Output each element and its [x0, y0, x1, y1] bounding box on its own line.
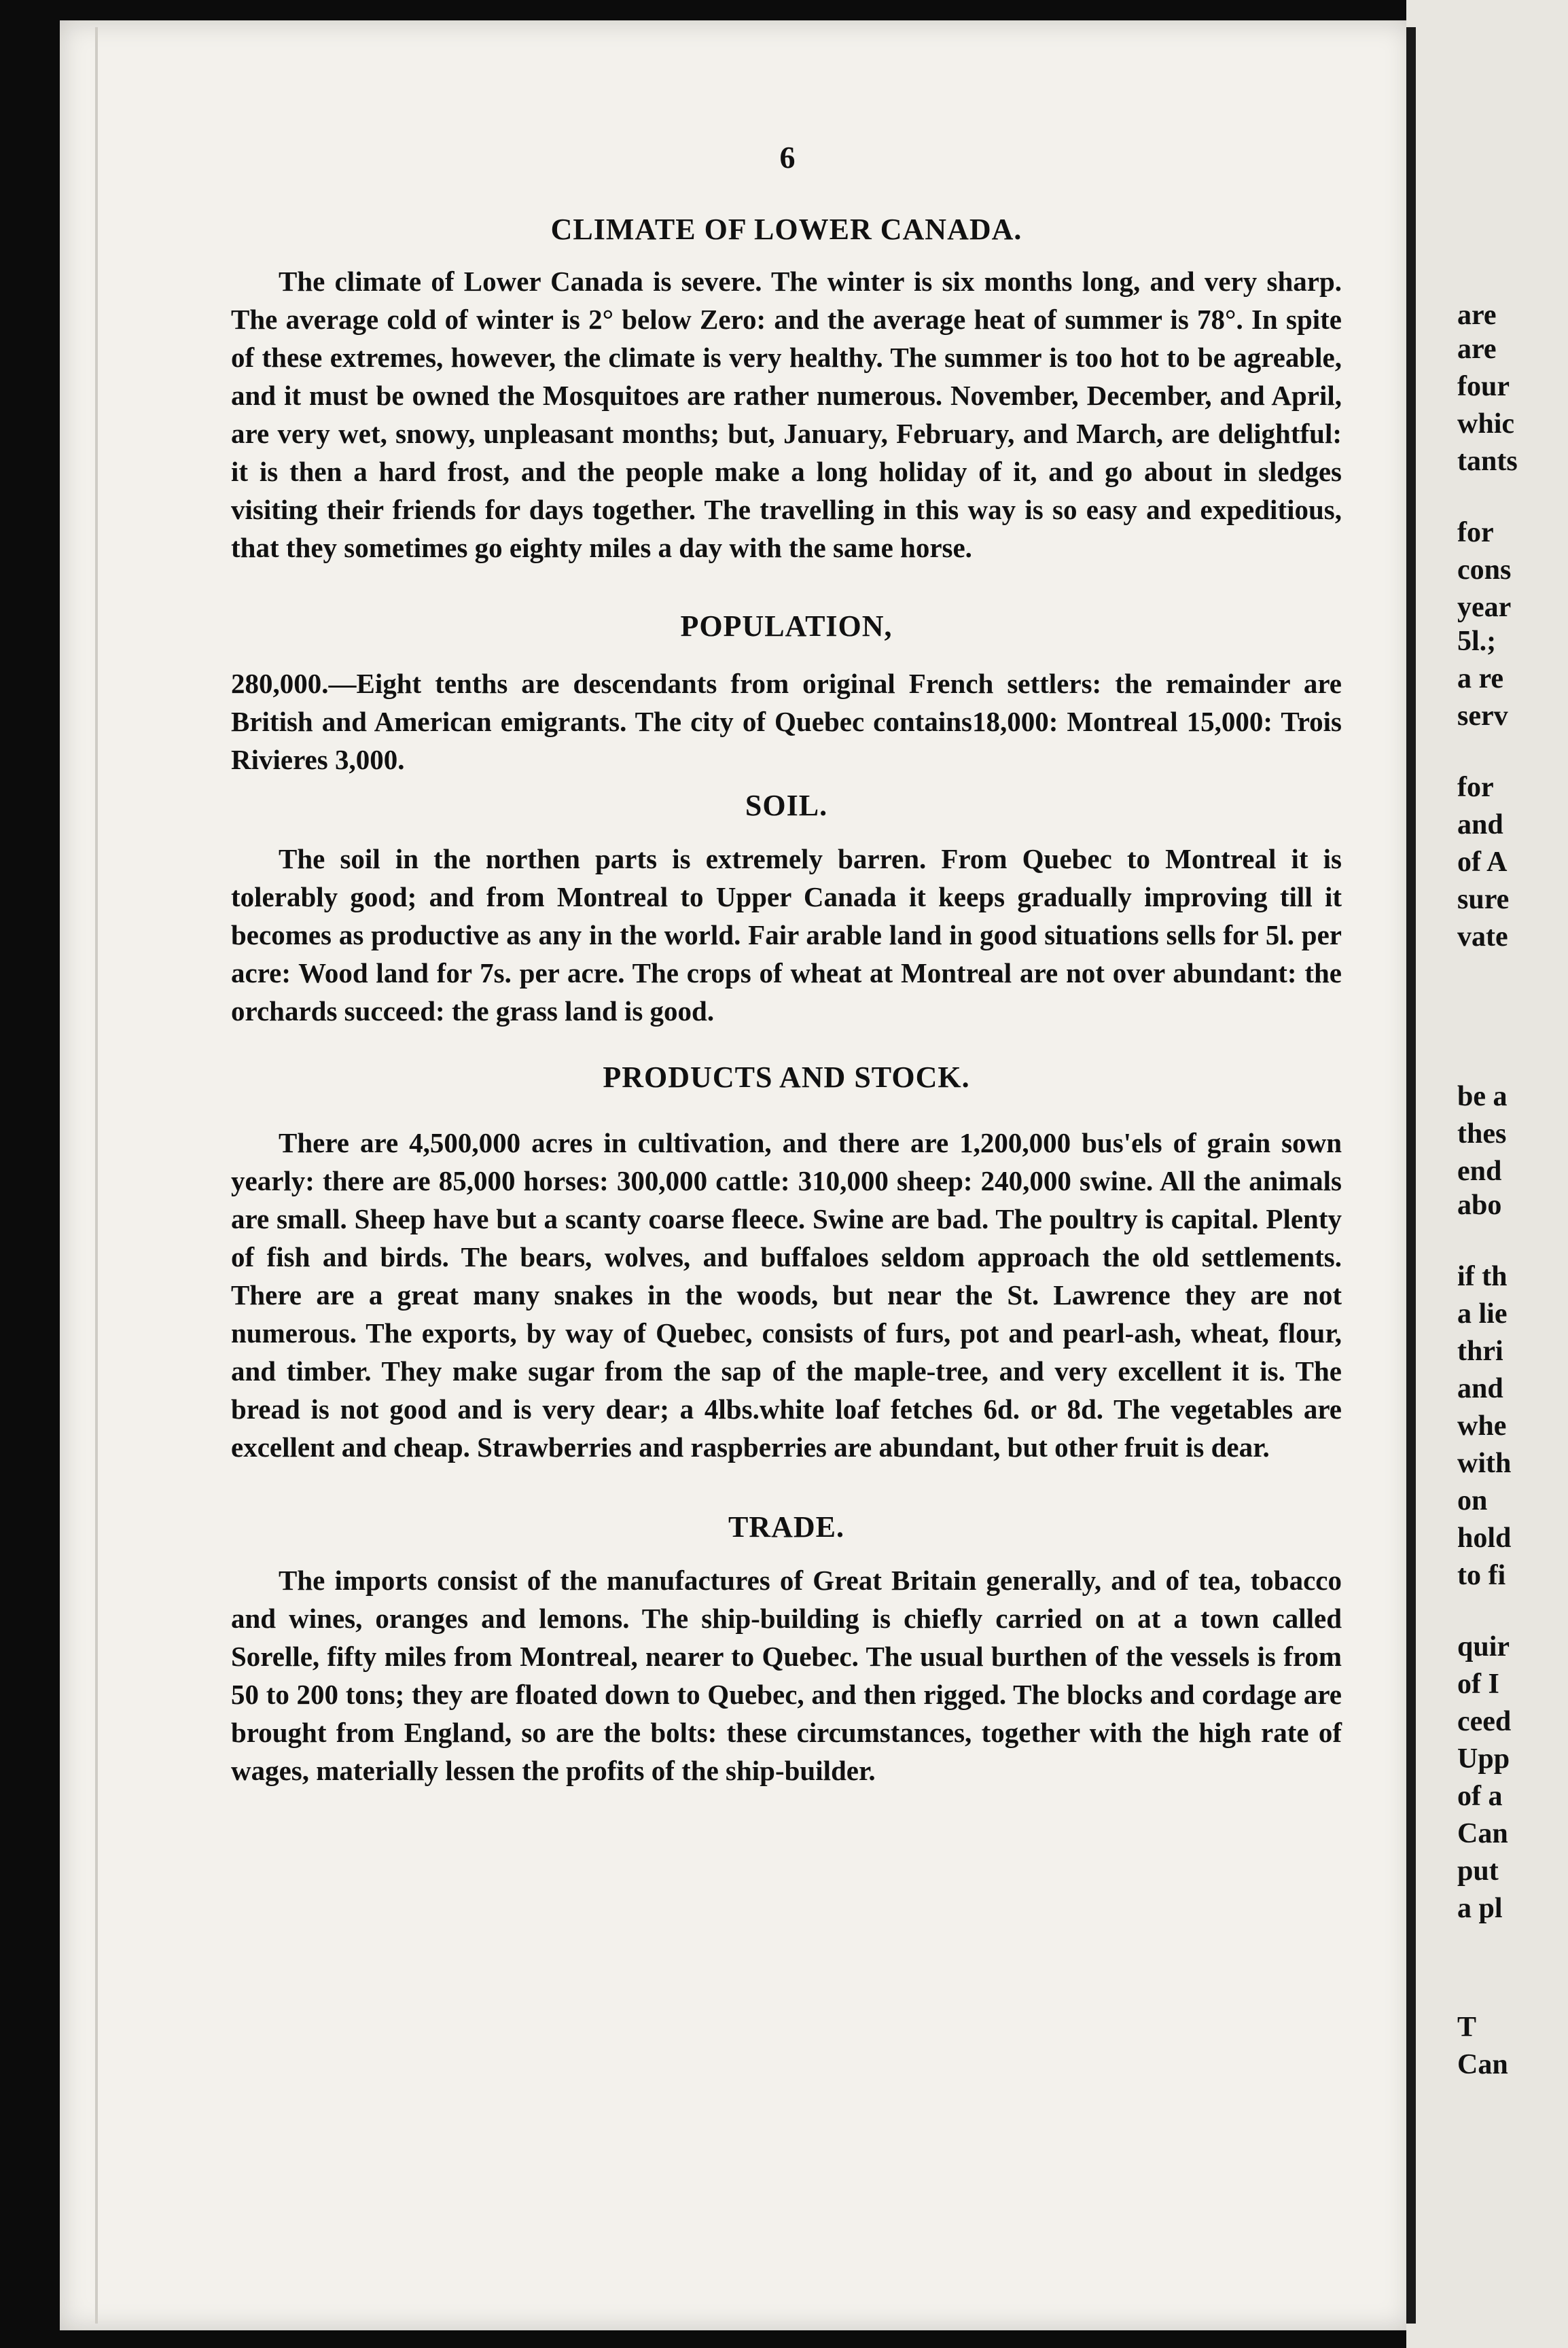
- facing-page-fragment: of a: [1457, 1781, 1503, 1812]
- page-gutter-rule: [95, 27, 98, 2324]
- facing-page-fragment: serv: [1457, 700, 1508, 732]
- facing-page-fragment: end: [1457, 1156, 1502, 1187]
- facing-page-fragment: are: [1457, 300, 1497, 331]
- binding-gutter: [1406, 27, 1416, 2324]
- section-paragraph: 280,000.—Eight tenths are descendants from original French settlers: the remainder are British and American emigrants. The city of Quebec contains18,000: Montreal 15,000: Trois Rivieres 3,000.: [231, 668, 1342, 775]
- section-paragraph: The climate of Lower Canada is severe. The winter is six months long, and very sharp. The average cold of winter is 2° below Zero: and the average heat of summer is 78°. In spite of these extremes, however, the climate is very healthy. The summer is too hot to be agreable, and it must be owned the Mosquitoes are rather numerous. November, December, and April, are very wet, snowy, unpleasant months; but, January, February, and March, are delightful: it is then a hard frost, and the people make a long holiday of it, and go about in sledges visiting their friends for days together. The travelling in this way is so easy and expeditious, that they sometimes go eighty miles a day with the same horse.: [231, 266, 1342, 563]
- section-paragraph: The imports consist of the manufactures of Great Britain generally, and of tea, tobacco and wines, oranges and lemons. The ship-building is chiefly carried on at a town called Sorelle, fifty miles from Montreal, nearer to Quebec. The usual burthen of the vessels is from 50 to 200 tons; they are floated down to Quebec, and then rigged. The blocks and cordage are brought from England, so are the bolts: these circumstances, together with the high rate of wages, materially lessen the profits of the ship-builder.: [231, 1565, 1342, 1786]
- facing-page-fragment: with: [1457, 1448, 1512, 1479]
- section-paragraph: The soil in the northen parts is extremely barren. From Quebec to Montreal it is tolerably good; and from Montreal to Upper Canada it keeps gradually improving till it becomes as productive as any in the world. Fair arable land in good situations sells for 5l. per acre: Wood land for 7s. per acre. The crops of wheat at Montreal are not over abundant: the orchards succeed: the grass land is good.: [231, 843, 1342, 1027]
- facing-page-fragment: Upp: [1457, 1743, 1510, 1775]
- section-heading: SOIL.: [745, 789, 828, 822]
- facing-page-fragment: Can: [1457, 2049, 1508, 2080]
- facing-page-fragment: are: [1457, 334, 1497, 365]
- section-heading: CLIMATE OF LOWER CANADA.: [550, 213, 1022, 246]
- facing-page-fragment: and: [1457, 809, 1503, 840]
- facing-page-fragment: year: [1457, 592, 1512, 623]
- section-heading: PRODUCTS AND STOCK.: [603, 1061, 970, 1094]
- facing-page-fragment: quir: [1457, 1631, 1510, 1662]
- facing-page-fragment: four: [1457, 371, 1510, 402]
- section-population: [231, 607, 1342, 779]
- section-products-and-stock: [231, 1059, 1342, 1466]
- facing-page-fragment: and: [1457, 1373, 1503, 1404]
- section-trade: [231, 1508, 1342, 1790]
- facing-page-fragment: vate: [1457, 921, 1508, 953]
- facing-page-fragment: whic: [1457, 408, 1514, 440]
- facing-page-fragment: a lie: [1457, 1298, 1508, 1330]
- facing-page-fragment: a pl: [1457, 1893, 1503, 1924]
- facing-page-fragment: ceed: [1457, 1706, 1512, 1737]
- section-paragraph: There are 4,500,000 acres in cultivation, and there are 1,200,000 bus'els of grain sown yearly: there are 85,000 horses: 300,000 cattle: 310,000 sheep: 240,000 swine. All the animals are small. Sheep have but a scanty coarse fleece. Swine are bad. The poultry is capital. Plenty of fish and birds. The bears, wolves, and buffaloes seldom approach the old settlements. There are a great many snakes in the woods, but near the St. Lawrence they are not numerous. The exports, by way of Quebec, consists of furs, pot and pearl-ash, wheat, flour, and timber. They make sugar from the sap of the maple-tree, and very excellent it is. The bread is not good and is very dear; a 4lbs.white loaf fetches 6d. or 8d. The vegetables are excellent and cheap. Strawberries and raspberries are abundant, but other fruit is dear.: [231, 1127, 1342, 1463]
- section-heading: TRADE.: [728, 1510, 845, 1544]
- facing-page-fragment: hold: [1457, 1523, 1512, 1554]
- section-heading: POPULATION,: [680, 609, 893, 643]
- facing-page-fragment: abo: [1457, 1190, 1502, 1221]
- facing-page-fragment: a re: [1457, 663, 1504, 694]
- page-body: [231, 211, 1342, 1790]
- facing-page-fragment: Can: [1457, 1818, 1508, 1849]
- facing-page-fragment: for: [1457, 517, 1494, 548]
- facing-page-fragment: 5l.;: [1457, 626, 1497, 657]
- facing-page-fragment: T: [1457, 2012, 1477, 2043]
- facing-page-fragment: if th: [1457, 1261, 1508, 1292]
- facing-page-fragment: cons: [1457, 554, 1512, 586]
- facing-page-fragment: tants: [1457, 446, 1518, 477]
- facing-page-fragment: to fi: [1457, 1560, 1506, 1591]
- facing-page-fragment: whe: [1457, 1410, 1507, 1442]
- facing-page-fragment: be a: [1457, 1081, 1508, 1112]
- facing-page-fragment: of I: [1457, 1669, 1499, 1700]
- section-climate: [231, 211, 1342, 567]
- page-number: 6: [779, 140, 796, 175]
- facing-page-fragment: for: [1457, 772, 1494, 803]
- facing-page-fragment: of A: [1457, 847, 1508, 878]
- facing-page-fragment: on: [1457, 1485, 1488, 1516]
- facing-page-fragment: thes: [1457, 1118, 1507, 1150]
- facing-page-fragment: sure: [1457, 884, 1510, 915]
- section-soil: [231, 787, 1342, 1030]
- facing-page-fragment: thri: [1457, 1336, 1503, 1367]
- facing-page-fragment: put: [1457, 1855, 1499, 1887]
